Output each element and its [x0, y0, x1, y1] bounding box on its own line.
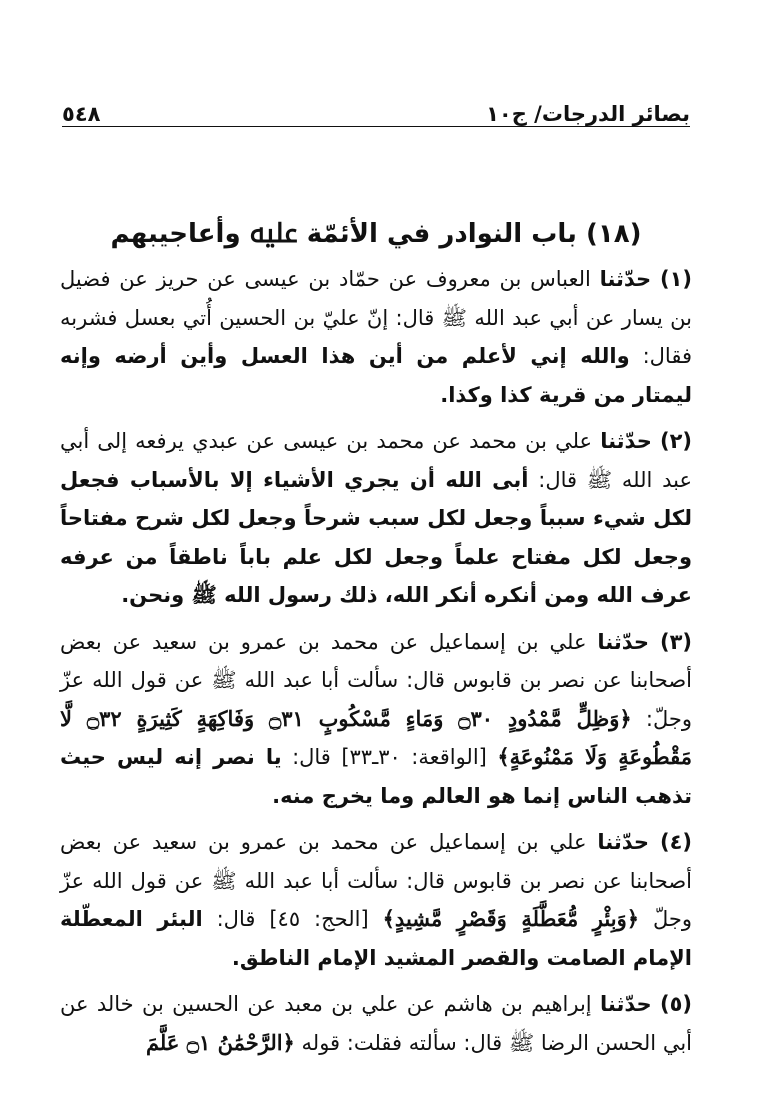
- quran-verse: ﴿الرَّحْمَٰنُ ۝١ عَلَّمَ: [145, 1029, 295, 1055]
- quran-verse: ﴿وَبِئْرٍ مُّعَطَّلَةٍ وَقَصْرٍ مَّشِيدٍ﴾: [382, 906, 640, 931]
- hadith-opening: حدّثنا: [600, 992, 652, 1016]
- page-number: ٥٤٨: [62, 102, 101, 126]
- hadith-chain: علي بن إسماعيل عن محمد بن عمرو بن سعيد عن بعض أصحابنا عن نصر بن قابوس قال: سألت أبا عبد الله ﷺ عن قول الله عزّ وجلّ: [60, 830, 692, 931]
- page-body: [60, 214, 692, 1062]
- hadith-chain: العباس بن معروف عن حمّاد بن عيسى عن حريز عن فضيل بن يسار عن أبي عبد الله ﷺ قال: إنّ عليّ بن الحسين أُتي بعسل فشربه فقال:: [60, 267, 692, 368]
- hadith-opening: حدّثنا: [600, 429, 652, 453]
- hadith-chain: علي بن محمد عن محمد بن عيسى عن عبدي يرفعه إلى أبي عبد الله ﷺ قال:: [60, 429, 693, 492]
- hadith-number: (٢): [659, 429, 692, 453]
- hadith-saying: والله إني لأعلم من أين هذا العسل وأين أرضه وإنه ليمتار من قرية كذا وكذا.: [60, 344, 692, 407]
- hadith-number: (٣): [659, 629, 692, 654]
- section-title: (١٨) باب النوادر في الأئمّة ﷷ وأعاجيبهم: [110, 219, 642, 249]
- hadith-3: [60, 623, 692, 816]
- hadith-number: (٥): [659, 992, 692, 1016]
- hadith-number: (١): [659, 267, 692, 291]
- hadith-saying: يا نصر إنه ليس حيث تذهب الناس إنما هو العالم وما يخرج منه.: [60, 745, 692, 808]
- hadith-5: [60, 985, 692, 1062]
- hadith-saying: أبى الله أن يجري الأشياء إلا بالأسباب فجعل لكل شيء سبباً وجعل لكل سبب شرحاً وجعل لكل شرح مفتاحاً وجعل لكل مفتاح علماً وجعل لكل علم باباً ناطقاً من عرفه عرف الله ومن أنكره أنكر الله، ذلك رسول الله ﷺ ونحن.: [60, 467, 692, 607]
- hadith-opening: حدّثنا: [597, 629, 650, 654]
- page-header: [62, 82, 690, 126]
- hadith-chain: إبراهيم بن هاشم عن علي بن معبد عن الحسين بن خالد عن أبي الحسن الرضا ﷺ قال: سألته فقلت: قوله: [60, 992, 692, 1055]
- hadith-4: [60, 823, 692, 977]
- hadith-1: [60, 260, 692, 414]
- hadith-chain: علي بن إسماعيل عن محمد بن عمرو بن سعيد عن بعض أصحابنا عن نصر بن قابوس قال: سألت أبا عبد الله ﷺ عن قول الله عزّ وجلّ:: [60, 629, 692, 731]
- header-rule: [62, 126, 690, 127]
- hadith-2: [60, 422, 692, 615]
- hadith-opening: حدّثنا: [599, 267, 652, 291]
- hadith-said: قال:: [292, 745, 331, 769]
- running-title: بصائر الدرجات/ ج١٠: [486, 102, 690, 126]
- hadith-saying: البئر المعطّلة الإمام الصامت والقصر المشيد الإمام الناطق.: [60, 907, 692, 970]
- hadith-number: (٤): [659, 830, 692, 854]
- hadith-opening: حدّثنا: [597, 830, 650, 854]
- hadith-said: قال:: [216, 907, 256, 931]
- verse-reference: [الحج: ٤٥]: [269, 907, 369, 931]
- verse-reference: [الواقعة: ٣٠ـ٣٣]: [341, 745, 487, 769]
- quran-verse: ﴿وَظِلٍّ مَّمْدُودٍ ۝٣٠ وَمَاءٍ مَّسْكُوبٍ ۝٣١ وَفَاكِهَةٍ كَثِيرَةٍ ۝٣٢ لَّا مَقْطُوعَةٍ وَلَا مَمْنُوعَةٍ﴾: [60, 705, 692, 769]
